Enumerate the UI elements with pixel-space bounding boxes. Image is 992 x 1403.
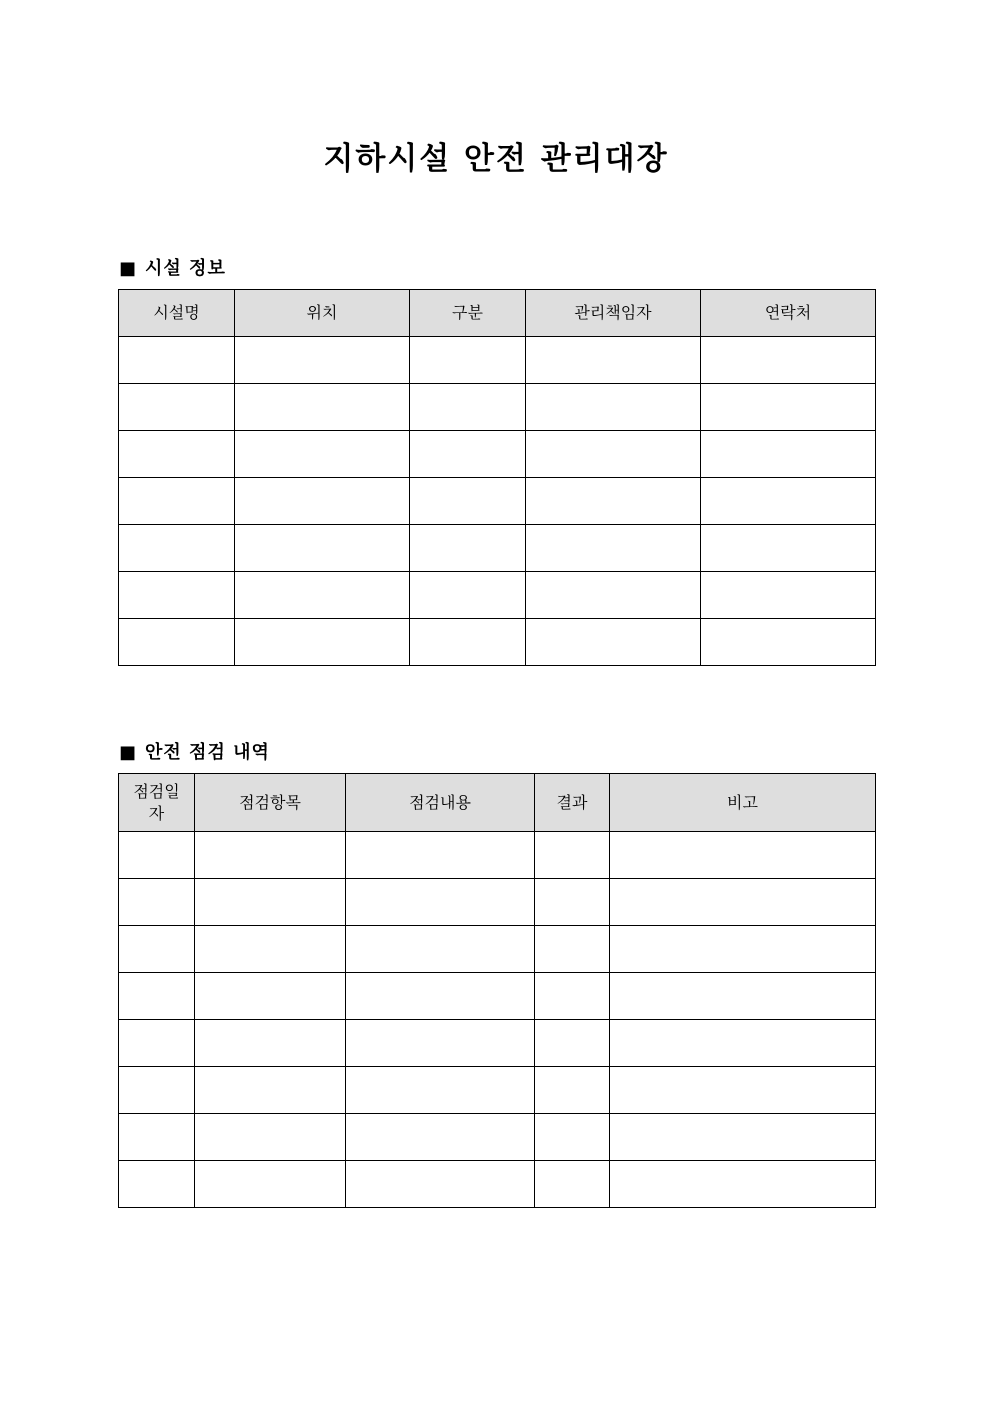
- table-row: [119, 1161, 876, 1208]
- table-cell[interactable]: [526, 337, 701, 384]
- table-cell[interactable]: [526, 431, 701, 478]
- table-cell[interactable]: [526, 525, 701, 572]
- table-cell[interactable]: [610, 832, 876, 879]
- table-cell[interactable]: [701, 525, 876, 572]
- table-cell[interactable]: [235, 525, 410, 572]
- table-cell[interactable]: [410, 337, 526, 384]
- table-cell[interactable]: [346, 973, 535, 1020]
- table-header-row: [119, 774, 876, 832]
- table-cell[interactable]: [346, 1067, 535, 1114]
- table-cell[interactable]: [346, 926, 535, 973]
- table-row: [119, 619, 876, 666]
- table-cell[interactable]: [701, 572, 876, 619]
- facility-table: [118, 289, 876, 666]
- table-cell[interactable]: [119, 926, 195, 973]
- table-cell[interactable]: [195, 1161, 346, 1208]
- table-cell[interactable]: [701, 431, 876, 478]
- table-cell[interactable]: [535, 1067, 610, 1114]
- table-cell[interactable]: [610, 1067, 876, 1114]
- table-cell[interactable]: [701, 619, 876, 666]
- table-cell[interactable]: [610, 879, 876, 926]
- table-cell[interactable]: [526, 572, 701, 619]
- table-row: [119, 572, 876, 619]
- table-cell[interactable]: [119, 1020, 195, 1067]
- table-cell[interactable]: [701, 337, 876, 384]
- table-cell[interactable]: [119, 431, 235, 478]
- table-cell[interactable]: [610, 973, 876, 1020]
- table-cell[interactable]: [119, 1114, 195, 1161]
- column-header-inspection-item: 점검항목: [195, 774, 346, 832]
- table-cell[interactable]: [119, 619, 235, 666]
- table-cell[interactable]: [535, 1020, 610, 1067]
- table-row: [119, 525, 876, 572]
- table-cell[interactable]: [535, 1114, 610, 1161]
- table-cell[interactable]: [410, 431, 526, 478]
- inspection-table-body: [119, 832, 876, 1208]
- table-cell[interactable]: [701, 478, 876, 525]
- table-cell[interactable]: [119, 1161, 195, 1208]
- table-cell[interactable]: [526, 478, 701, 525]
- table-cell[interactable]: [119, 572, 235, 619]
- facility-section-heading: [119, 254, 226, 280]
- table-cell[interactable]: [235, 384, 410, 431]
- table-cell[interactable]: [610, 1114, 876, 1161]
- table-row: [119, 879, 876, 926]
- table-cell[interactable]: [235, 619, 410, 666]
- table-cell[interactable]: [235, 431, 410, 478]
- column-header-inspection-date: 점검일자: [119, 774, 195, 832]
- column-header-result: 결과: [535, 774, 610, 832]
- table-cell[interactable]: [346, 879, 535, 926]
- table-cell[interactable]: [119, 879, 195, 926]
- table-cell[interactable]: [410, 572, 526, 619]
- table-cell[interactable]: [610, 926, 876, 973]
- facility-section-title: 시설 정보: [145, 258, 226, 279]
- table-cell[interactable]: [410, 384, 526, 431]
- table-cell[interactable]: [526, 619, 701, 666]
- table-cell[interactable]: [235, 337, 410, 384]
- facility-table-body: [119, 337, 876, 666]
- column-header-contact: 연락처: [701, 290, 876, 337]
- table-cell[interactable]: [410, 525, 526, 572]
- table-row: [119, 431, 876, 478]
- square-bullet-icon: ■: [119, 742, 138, 763]
- table-cell[interactable]: [410, 478, 526, 525]
- table-cell[interactable]: [535, 973, 610, 1020]
- column-header-category: 구분: [410, 290, 526, 337]
- table-cell[interactable]: [195, 1067, 346, 1114]
- column-header-facility-name: 시설명: [119, 290, 235, 337]
- table-cell[interactable]: [119, 478, 235, 525]
- table-row: [119, 478, 876, 525]
- square-bullet-icon: ■: [119, 258, 138, 279]
- table-cell[interactable]: [235, 478, 410, 525]
- table-cell[interactable]: [346, 832, 535, 879]
- table-cell[interactable]: [119, 525, 235, 572]
- table-cell[interactable]: [119, 973, 195, 1020]
- document-title: 지하시설 안전 관리대장: [323, 141, 669, 177]
- table-cell[interactable]: [235, 572, 410, 619]
- table-row: [119, 1114, 876, 1161]
- table-cell[interactable]: [119, 1067, 195, 1114]
- table-cell[interactable]: [610, 1161, 876, 1208]
- table-cell[interactable]: [119, 337, 235, 384]
- table-cell[interactable]: [610, 1020, 876, 1067]
- table-cell[interactable]: [346, 1020, 535, 1067]
- table-cell[interactable]: [535, 1161, 610, 1208]
- column-header-manager: 관리책임자: [526, 290, 701, 337]
- column-header-remarks: 비고: [610, 774, 876, 832]
- inspection-section-heading: [119, 738, 270, 764]
- table-cell[interactable]: [119, 832, 195, 879]
- table-row: [119, 832, 876, 879]
- table-row: [119, 1067, 876, 1114]
- inspection-table: [118, 773, 876, 1208]
- table-cell[interactable]: [701, 384, 876, 431]
- column-header-inspection-details: 점검내용: [346, 774, 535, 832]
- table-cell[interactable]: [535, 879, 610, 926]
- table-cell[interactable]: [195, 926, 346, 973]
- table-cell[interactable]: [195, 1114, 346, 1161]
- table-cell[interactable]: [195, 973, 346, 1020]
- inspection-section-title: 안전 점검 내역: [145, 742, 270, 763]
- table-cell[interactable]: [119, 384, 235, 431]
- table-cell[interactable]: [535, 926, 610, 973]
- table-row: [119, 337, 876, 384]
- table-row: [119, 973, 876, 1020]
- table-cell[interactable]: [410, 619, 526, 666]
- table-cell[interactable]: [346, 1114, 535, 1161]
- table-row: [119, 926, 876, 973]
- table-header-row: [119, 290, 876, 337]
- table-cell[interactable]: [195, 879, 346, 926]
- table-row: [119, 1020, 876, 1067]
- table-row: [119, 384, 876, 431]
- table-cell[interactable]: [195, 1020, 346, 1067]
- table-cell[interactable]: [346, 1161, 535, 1208]
- table-cell[interactable]: [526, 384, 701, 431]
- column-header-location: 위치: [235, 290, 410, 337]
- table-cell[interactable]: [195, 832, 346, 879]
- table-cell[interactable]: [535, 832, 610, 879]
